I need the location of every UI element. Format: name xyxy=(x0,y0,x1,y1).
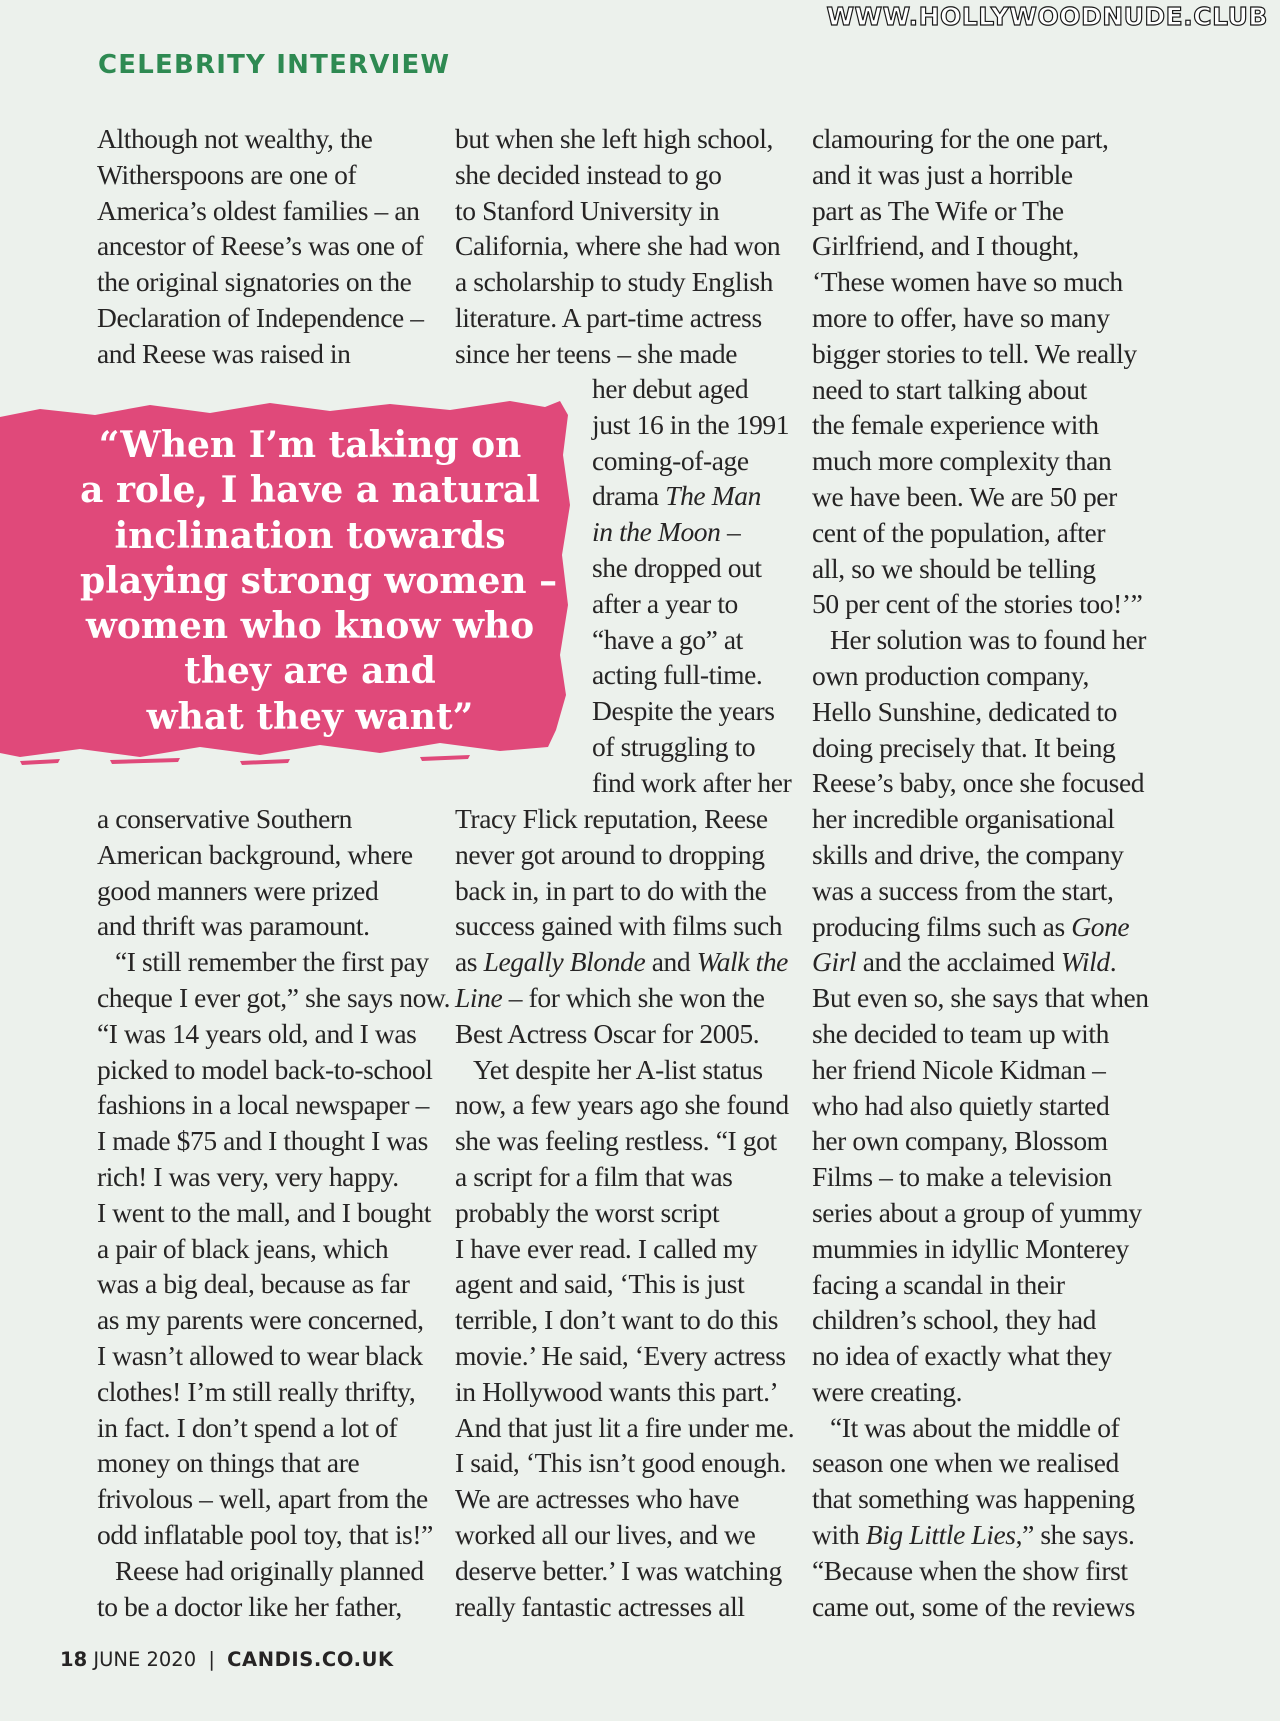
pull-quote-line: playing strong women – xyxy=(80,559,558,602)
text-line: after a year to xyxy=(592,587,738,619)
text-line: skills and drive, the company xyxy=(812,838,1124,870)
film-title: Wild xyxy=(1060,946,1110,978)
text-line: ‘These women have so much xyxy=(812,266,1123,298)
film-title: Gone xyxy=(1071,910,1130,942)
film-title: in the Moon xyxy=(592,516,721,548)
text-run: with xyxy=(812,1519,866,1551)
text-line: bigger stories to tell. We really xyxy=(812,337,1137,369)
text-line: a pair of black jeans, which xyxy=(97,1232,389,1264)
film-title: Walk the xyxy=(696,946,788,978)
text-line: need to start talking about xyxy=(812,373,1087,405)
show-title: Big Little Lies xyxy=(865,1519,1016,1551)
text-line: success gained with films such xyxy=(455,910,783,942)
text-run: . xyxy=(1109,946,1117,978)
text-line: was a success from the start, xyxy=(812,874,1114,906)
pull-quote xyxy=(80,423,558,740)
text-line: really fantastic actresses all xyxy=(455,1590,745,1622)
text-line: coming-of-age xyxy=(592,444,749,476)
column-1-bottom xyxy=(97,801,450,1624)
section-title: CELEBRITY INTERVIEW xyxy=(98,50,451,80)
text-line: worked all our lives, and we xyxy=(455,1518,756,1550)
text-line xyxy=(812,909,1149,945)
text-line: Films – to make a television xyxy=(812,1161,1112,1193)
text-line: Girlfriend, and I thought, xyxy=(812,230,1079,262)
text-line: her own company, Blossom xyxy=(812,1125,1108,1157)
text-line: “Because when the show first xyxy=(812,1554,1128,1586)
issue-date: JUNE 2020 xyxy=(93,1648,197,1671)
text-line: fashions in a local newspaper – xyxy=(97,1089,430,1121)
text-line: agent and said, ‘This is just xyxy=(455,1268,745,1300)
text-line: much more complexity than xyxy=(812,445,1112,477)
text-line: no idea of exactly what they xyxy=(812,1340,1112,1372)
text-run: ,” she says. xyxy=(1015,1519,1135,1551)
text-line: never got around to dropping xyxy=(455,838,765,870)
text-line: just 16 in the 1991 xyxy=(592,408,790,440)
page-number: 18 xyxy=(60,1648,88,1671)
text-line: that something was happening xyxy=(812,1483,1135,1515)
text-line: a scholarship to study English xyxy=(455,266,773,298)
text-line: her debut aged xyxy=(592,373,749,404)
text-line xyxy=(455,980,794,1016)
text-line: We are actresses who have xyxy=(455,1483,740,1515)
text-line: and it was just a horrible xyxy=(812,158,1073,190)
text-line: I made $75 and I thought I was xyxy=(97,1125,428,1157)
text-line: doing precisely that. It being xyxy=(812,731,1116,763)
text-line: her incredible organisational xyxy=(812,803,1115,835)
footer-separator: | xyxy=(208,1648,215,1671)
text-line: But even so, she says that when xyxy=(812,982,1149,1014)
text-line: was a big deal, because as far xyxy=(97,1268,410,1300)
text-line: acting full-time. xyxy=(592,659,763,691)
text-line: of struggling to xyxy=(592,730,756,762)
text-line: season one when we realised xyxy=(812,1447,1119,1479)
text-line: children’s school, they had xyxy=(812,1304,1096,1336)
text-line: came out, some of the reviews xyxy=(812,1590,1135,1622)
text-line: cheque I ever got,” she says now. xyxy=(97,981,451,1013)
text-line: back in, in part to do with the xyxy=(455,874,767,906)
text-run: drama xyxy=(592,480,666,512)
text-line: ancestor of Reese’s was one of xyxy=(97,230,424,262)
text-line: probably the worst script xyxy=(455,1196,720,1228)
text-line: she dropped out xyxy=(592,551,762,583)
text-line: a conservative Southern xyxy=(97,803,353,834)
text-line: she was feeling restless. “I got xyxy=(455,1125,777,1157)
text-line: 50 per cent of the stories too!’” xyxy=(812,588,1143,620)
text-line: literature. A part-time actress xyxy=(455,301,762,333)
text-line: I went to the mall, and I bought xyxy=(97,1196,431,1228)
column-1-top xyxy=(97,121,424,372)
site-name: CANDIS.CO.UK xyxy=(227,1648,394,1671)
text-line: “have a go” at xyxy=(592,623,743,655)
text-line: Her solution was to found her xyxy=(830,624,1147,656)
pull-quote-line: a role, I have a natural xyxy=(80,469,540,512)
text-line: the female experience with xyxy=(812,409,1099,441)
text-line: I said, ‘This isn’t good enough. xyxy=(455,1447,787,1479)
text-run: and xyxy=(645,946,697,978)
watermark-text: WWW.HOLLYWOODNUDE.CLUB xyxy=(826,2,1268,31)
text-line xyxy=(812,1517,1149,1553)
text-line: clamouring for the one part, xyxy=(812,123,1109,154)
text-line: to Stanford University in xyxy=(455,194,720,226)
text-line: Reese had originally planned xyxy=(115,1554,424,1586)
text-line: I wasn’t allowed to wear black xyxy=(97,1339,423,1371)
text-line: movie.’ He said, ‘Every actress xyxy=(455,1339,786,1371)
text-line: American background, where xyxy=(97,838,413,870)
text-line: more to offer, have so many xyxy=(812,301,1110,333)
column-2-top xyxy=(455,121,780,372)
pull-quote-line: what they want” xyxy=(146,695,474,738)
text-line: find work after her xyxy=(592,766,792,798)
text-line: since her teens – she made xyxy=(455,337,738,369)
text-line: Reese’s baby, once she focused xyxy=(812,767,1145,799)
text-line: she decided instead to go xyxy=(455,158,722,190)
text-line: terrible, I don’t want to do this xyxy=(455,1304,779,1336)
film-title: The Man xyxy=(665,480,761,512)
text-line: we have been. We are 50 per xyxy=(812,480,1117,512)
text-line: all, so we should be telling xyxy=(812,552,1096,584)
text-line: California, where she had won xyxy=(455,230,781,262)
text-line xyxy=(812,944,1149,980)
text-line: America’s oldest families – an xyxy=(97,194,420,226)
pull-quote-line: “When I’m taking on xyxy=(98,424,522,466)
text-run: – xyxy=(720,516,741,548)
text-line: in fact. I don’t spend a lot of xyxy=(97,1411,398,1443)
text-run: producing films such as xyxy=(812,910,1072,942)
text-line: were creating. xyxy=(812,1375,963,1407)
text-line: who had also quietly started xyxy=(812,1089,1110,1121)
text-line: facing a scandal in their xyxy=(812,1268,1065,1300)
text-line: I have ever read. I called my xyxy=(455,1232,758,1264)
text-line: to be a doctor like her father, xyxy=(97,1590,402,1622)
text-line: clothes! I’m still really thrifty, xyxy=(97,1375,416,1407)
column-3 xyxy=(812,121,1149,1624)
text-line: “I still remember the first pay xyxy=(115,946,429,978)
text-line: cent of the population, after xyxy=(812,516,1106,548)
page-footer xyxy=(60,1648,394,1671)
film-title: Line xyxy=(455,981,503,1013)
text-line xyxy=(455,944,794,980)
text-line: good manners were prized xyxy=(97,874,379,906)
text-line: Declaration of Independence – xyxy=(97,301,424,333)
text-line: part as The Wife or The xyxy=(812,194,1064,226)
pull-quote-line: inclination towards xyxy=(114,514,506,557)
text-line: now, a few years ago she found xyxy=(455,1089,789,1121)
pull-quote-line: women who know who xyxy=(85,605,535,648)
text-line: and thrift was paramount. xyxy=(97,910,370,942)
text-line: “It was about the middle of xyxy=(830,1411,1120,1443)
film-title: Legally Blonde xyxy=(483,946,646,978)
text-line: in Hollywood wants this part.’ xyxy=(455,1375,779,1407)
text-line: she decided to team up with xyxy=(812,1017,1109,1049)
text-line: money on things that are xyxy=(97,1447,360,1479)
text-line: a script for a film that was xyxy=(455,1160,733,1192)
text-line: deserve better.’ I was watching xyxy=(455,1554,782,1586)
text-line: frivolous – well, apart from the xyxy=(97,1483,428,1515)
text-line: Tracy Flick reputation, Reese xyxy=(455,803,768,834)
text-line: picked to model back-to-school xyxy=(97,1053,433,1085)
pull-quote-line: they are and xyxy=(184,650,436,693)
column-2-bottom xyxy=(455,801,794,1624)
text-line: series about a group of yummy xyxy=(812,1196,1142,1228)
text-line: rich! I was very, very happy. xyxy=(97,1160,399,1192)
text-run: – for which she won the xyxy=(502,981,765,1013)
text-line: mummies in idyllic Monterey xyxy=(812,1232,1129,1264)
column-2-narrow xyxy=(592,371,791,801)
text-line: Witherspoons are one of xyxy=(97,158,357,190)
text-line: And that just lit a fire under me. xyxy=(455,1411,795,1443)
text-line: Hello Sunshine, dedicated to xyxy=(812,695,1117,727)
text-line: but when she left high school, xyxy=(455,123,773,154)
text-line: “I was 14 years old, and I was xyxy=(97,1017,417,1049)
text-line: the original signatories on the xyxy=(97,266,412,298)
text-line: Despite the years xyxy=(592,695,775,727)
text-run: as xyxy=(455,946,484,978)
text-line: her friend Nicole Kidman – xyxy=(812,1053,1106,1085)
text-line: odd inflatable pool toy, that is!” xyxy=(97,1518,433,1550)
text-line: Although not wealthy, the xyxy=(97,123,373,154)
text-line xyxy=(592,514,791,550)
text-line xyxy=(592,478,791,514)
text-line: own production company, xyxy=(812,659,1089,691)
text-line: Best Actress Oscar for 2005. xyxy=(455,1017,760,1049)
text-line: and Reese was raised in xyxy=(97,337,351,369)
film-title: Girl xyxy=(812,946,857,978)
text-run: and the acclaimed xyxy=(856,946,1061,978)
text-line: Yet despite her A-list status xyxy=(473,1053,763,1085)
text-line: as my parents were concerned, xyxy=(97,1304,424,1336)
